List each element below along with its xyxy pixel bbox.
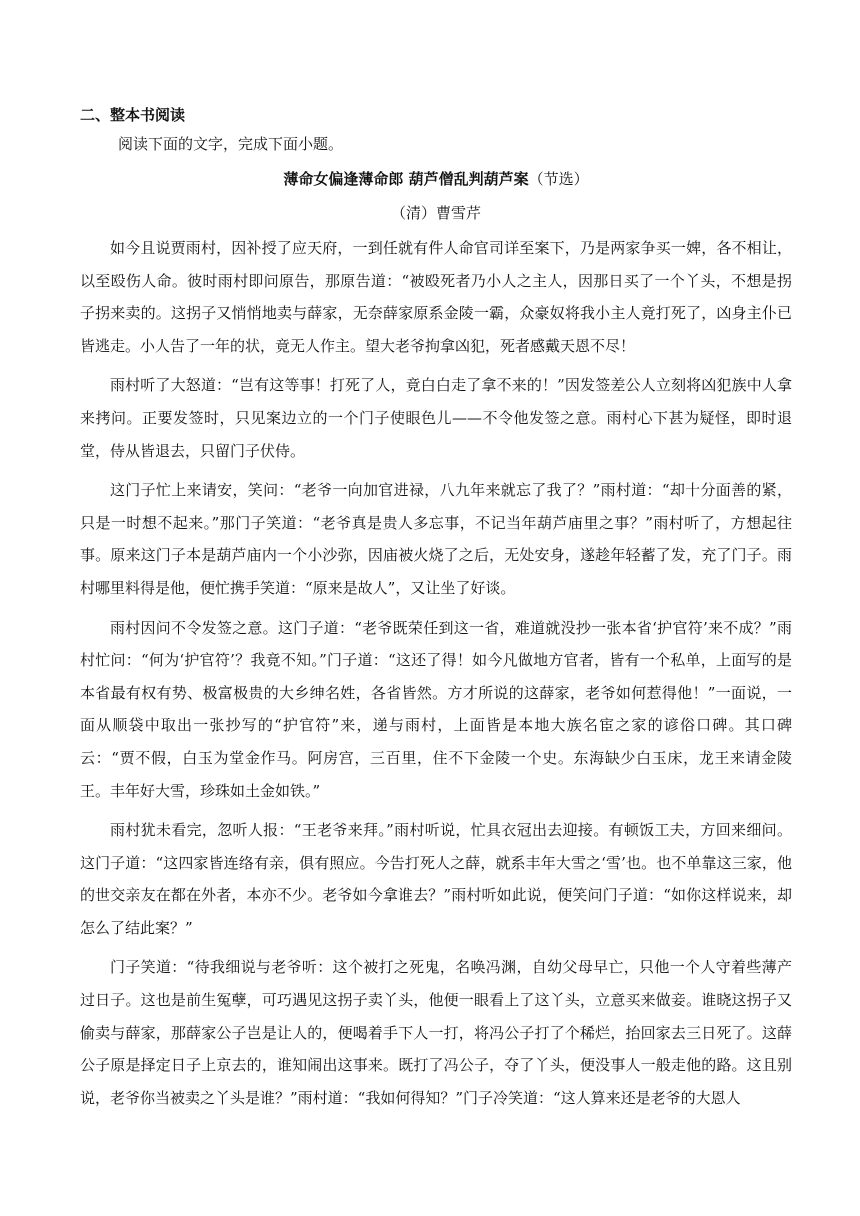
paragraph-5: 雨村犹未看完，忽听人报：“王老爷来拜。”雨村听说，忙具衣冠出去迎接。有顿饭工夫，方回来细问。这门子道：“这四家皆连络有亲，俱有照应。今告打死人之薛，就系丰年大雪之‘雪’也。也不单靠这三家，他的世交亲友在都在外者，本亦不少。老爷如今拿谁去？”雨村听如此说，便笑问门子道：“如你这样说来，却怎么了结此案？” <box>80 821 792 937</box>
article-title-text: 薄命女偏逢薄命郎 葫芦僧乱判葫芦案 <box>283 170 529 188</box>
article-title-note: （节选） <box>528 170 589 188</box>
paragraph-1: 如今且说贾雨村，因补授了应天府，一到任就有件人命官司详至案下，乃是两家争买一婢，各不相让，以至殴伤人命。彼时雨村即问原告，那原告道：“被殴死者乃小人之主人，因那日买了一个丫头，不想是拐子拐来卖的。这拐子又悄悄地卖与薛家，无奈薛家原系金陵一霸，众豪奴将我小主人竟打死了，凶身主仆已皆逃走。小人告了一年的状，竟无人作主。望大老爷拘拿凶犯，死者感戴天恩不尽！ <box>80 239 792 355</box>
article-title <box>80 169 792 189</box>
article-body <box>80 232 792 1121</box>
reading-instruction: 阅读下面的文字，完成下面小题。 <box>118 135 344 153</box>
paragraph-2: 雨村听了大怒道：“岂有这等事！打死了人，竟白白走了拿不来的！”因发签差公人立刻将凶犯族中人拿来拷问。正要发签时，只见案边立的一个门子使眼色儿——不令他发签之意。雨村心下甚为疑怪，即时退堂，侍从皆退去，只留门子伏侍。 <box>80 376 792 460</box>
article-author: （清）曹雪芹 <box>390 204 481 222</box>
paragraph-4: 雨村因问不令发签之意。这门子道：“老爷既荣任到这一省，难道就没抄一张本省‘护官符’来不成？”雨村忙问：“何为‘护官符’？我竟不知。”门子道：“这还了得！如今凡做地方官者，皆有一个私单，上面写的是本省最有权有势、极富极贵的大乡绅名姓，各省皆然。方才所说的这薛家，老爷如何惹得他！”一面说，一面从顺袋中取出一张抄写的“护官符”来，递与雨村，上面皆是本地大族名宦之家的谚俗口碑。其口碑云：“贾不假，白玉为堂金作马。阿房宫，三百里，住不下金陵一个史。东海缺少白玉床，龙王来请金陵王。丰年好大雪，珍珠如土金如铁。” <box>80 618 792 800</box>
paragraph-3: 这门子忙上来请安，笑问：“老爷一向加官进禄，八九年来就忘了我了？”雨村道：“却十分面善的紧，只是一时想不起来。”那门子笑道：“老爷真是贵人多忘事，不记当年葫芦庙里之事？”雨村听了，方想起往事。原来这门子本是葫芦庙内一个小沙弥，因庙被火烧了之后，无处安身，遂趁年轻蓄了发，充了门子。雨村哪里料得是他，便忙携手笑道：“原来是故人”，又让坐了好谈。 <box>80 481 792 597</box>
section-heading: 二、整本书阅读 <box>80 106 186 124</box>
paragraph-6: 门子笑道：“待我细说与老爷听：这个被打之死鬼，名唤冯渊，自幼父母早亡，只他一个人守着些薄产过日子。这也是前生冤孽，可巧遇见这拐子卖丫头，他便一眼看上了这丫头，立意买来做妾。谁晓这拐子又偷卖与薛家，那薛家公子岂是让人的，便喝着手下人一打，将冯公子打了个稀烂，抬回家去三日死了。这薛公子原是择定日子上京去的，谁知闹出这事来。既打了冯公子，夺了丫头，便没事人一般走他的路。这且别说，老爷你当被卖之丫头是谁？”雨村道：“我如何得知？”门子冷笑道：“这人算来还是老爷的大恩人 <box>80 958 792 1107</box>
